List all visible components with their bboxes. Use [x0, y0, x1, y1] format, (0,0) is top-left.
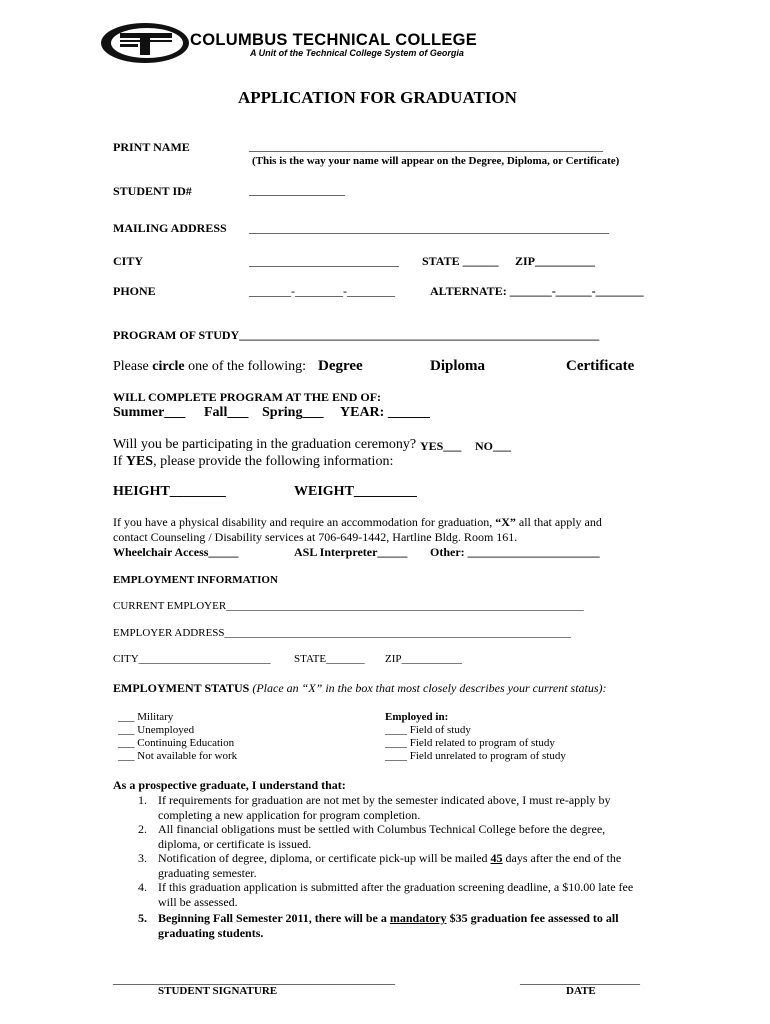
alternate-phone-field[interactable]: ALTERNATE: _______-______-________ [430, 284, 644, 298]
ceremony-question: Will you be participating in the graduation ceremony? [113, 437, 417, 452]
phone-label: PHONE [113, 284, 156, 298]
college-name: COLUMBUS TECHNICAL COLLEGE [190, 31, 478, 49]
program-of-study-field[interactable]: PROGRAM OF STUDY____________________________________________________________ [113, 328, 600, 342]
understand-item-3: 3. Notification of degree, diploma, or certificate pick-up will be mailed 45 days after the end of the graduating semester. [138, 851, 622, 880]
status-military[interactable]: ___ Military [118, 711, 174, 723]
status-unemployed[interactable]: ___ Unemployed [118, 724, 195, 736]
status-field-of-study[interactable]: ____ Field of study [385, 724, 471, 736]
print-name-field[interactable]: ___________________________________________________________ [249, 139, 603, 153]
understand-item-2: 2. All financial obligations must be settled with Columbus Technical College before the degree, diploma, or certificate is issued. [138, 822, 606, 851]
option-diploma[interactable]: Diploma [430, 358, 486, 374]
mailing-address-field[interactable]: ____________________________________________________________ [249, 221, 609, 235]
status-continuing-education[interactable]: ___ Continuing Education [118, 737, 235, 749]
student-id-field[interactable]: ________________ [249, 183, 345, 197]
ceremony-if-yes: If YES, please provide the following information: [113, 454, 394, 469]
understand-item-5: 5. Beginning Fall Semester 2011, there will be a mandatory $35 graduation fee assessed to all graduating students. [138, 911, 619, 940]
term-fall[interactable]: Fall___ [204, 405, 249, 420]
understand-item-4: 4. If this graduation application is submitted after the graduation screening deadline, a $10.00 late fee will be assessed. [138, 880, 634, 909]
option-degree[interactable]: Degree [318, 358, 363, 374]
employer-zip-field[interactable]: ZIP___________ [385, 653, 462, 665]
mailing-address-label: MAILING ADDRESS [113, 221, 227, 235]
columbus-tech-logo-icon [100, 22, 190, 64]
college-logo [100, 22, 190, 64]
wheelchair-access-field[interactable]: Wheelchair Access_____ [113, 545, 239, 559]
zip-field[interactable]: ZIP__________ [515, 254, 596, 268]
employment-heading: EMPLOYMENT INFORMATION [113, 574, 278, 586]
city-label: CITY [113, 254, 144, 268]
complete-program-label: WILL COMPLETE PROGRAM AT THE END OF: [113, 390, 382, 404]
phone-field[interactable]: _______-________-________ [249, 284, 395, 298]
employed-in-heading: Employed in: [385, 711, 449, 723]
term-year[interactable]: YEAR: ______ [340, 405, 430, 420]
page-title: APPLICATION FOR GRADUATION [238, 88, 517, 107]
circle-instruction: Please circle one of the following: [113, 359, 306, 374]
employment-status-label: EMPLOYMENT STATUS (Place an “X” in the box that most closely describes your current status): [113, 681, 607, 695]
date-label: DATE [566, 985, 596, 997]
term-summer[interactable]: Summer___ [113, 405, 186, 420]
employer-state-field[interactable]: STATE_______ [294, 653, 365, 665]
employer-address-field[interactable]: EMPLOYER ADDRESS_______________________________________________________________ [113, 627, 572, 639]
current-employer-field[interactable]: CURRENT EMPLOYER_________________________________________________________________ [113, 600, 584, 612]
status-not-available[interactable]: ___ Not available for work [118, 750, 238, 762]
other-accommodation-field[interactable]: Other: ______________________ [430, 545, 600, 559]
term-spring[interactable]: Spring___ [262, 405, 324, 420]
option-certificate[interactable]: Certificate [566, 358, 635, 374]
asl-interpreter-field[interactable]: ASL Interpreter_____ [294, 545, 408, 559]
city-field[interactable]: _________________________ [249, 254, 399, 268]
date-field[interactable]: ____________________ [520, 972, 640, 986]
student-signature-label: STUDENT SIGNATURE [158, 985, 278, 997]
understand-item-1: 1. If requirements for graduation are not met by the semester indicated above, I must re-apply by completing a new application for program completion. [138, 793, 611, 822]
employer-city-field[interactable]: CITY________________________ [113, 653, 271, 665]
student-signature-field[interactable]: _______________________________________________ [113, 972, 395, 986]
status-field-related[interactable]: ____ Field related to program of study [385, 737, 555, 749]
ceremony-yes[interactable]: YES___ [420, 439, 462, 453]
understand-heading: As a prospective graduate, I understand that: [113, 778, 346, 792]
state-field[interactable]: STATE ______ [422, 254, 499, 268]
status-field-unrelated[interactable]: ____ Field unrelated to program of study [385, 750, 566, 762]
disability-text-line2: contact Counseling / Disability services at 706-649-1442, Hartline Bldg. Room 161. [113, 530, 518, 544]
student-id-label: STUDENT ID# [113, 184, 192, 198]
disability-text-line1: If you have a physical disability and require an accommodation for graduation, “X” all that apply and [113, 515, 602, 529]
college-subtitle: A Unit of the Technical College System of Georgia [250, 48, 464, 58]
ceremony-no[interactable]: NO___ [475, 439, 511, 453]
weight-field[interactable]: WEIGHT_________ [294, 484, 417, 499]
print-name-label: PRINT NAME [113, 140, 190, 154]
print-name-note: (This is the way your name will appear on the Degree, Diploma, or Certificate) [252, 155, 620, 167]
height-field[interactable]: HEIGHT________ [113, 484, 226, 499]
